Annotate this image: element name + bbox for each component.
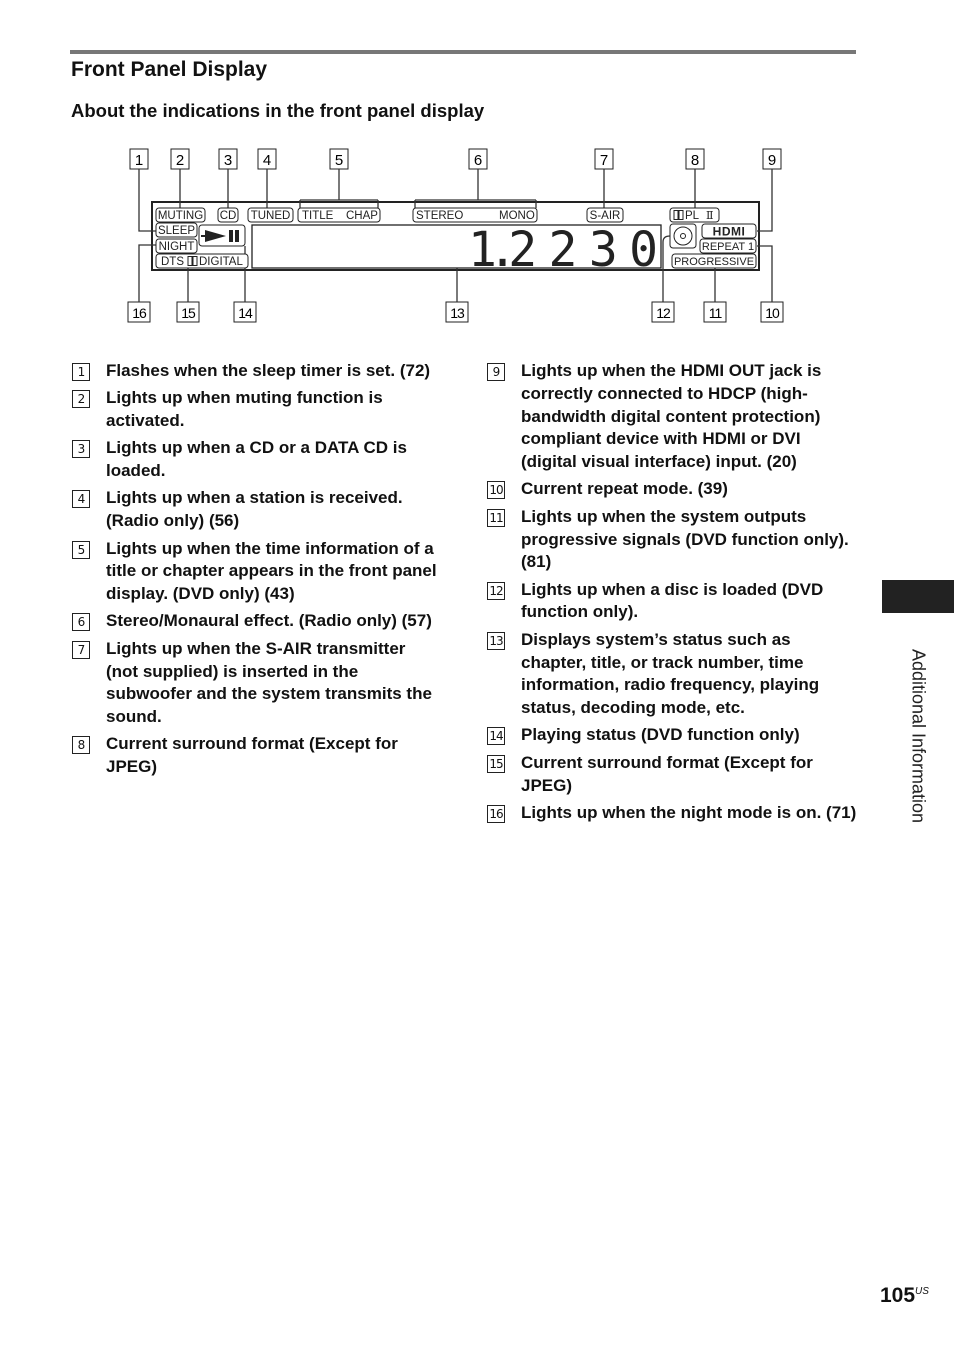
- segment-readout: 1.2 2 3 0: [468, 222, 658, 278]
- svg-text:4: 4: [262, 152, 272, 169]
- item-text: Lights up when the system outputs progressive signals (DVD function only). (81): [521, 506, 849, 572]
- callout-6: [469, 149, 487, 169]
- section-subtitle: About the indications in the front panel display: [71, 100, 485, 121]
- item-text: Lights up when muting function is activated.: [106, 388, 383, 431]
- page-title: Front Panel Display: [71, 58, 268, 81]
- item-text: Lights up when a CD or a DATA CD is loaded.: [106, 438, 407, 481]
- item-text: Lights up when a station is received. (Radio only) (56): [106, 488, 403, 531]
- item-text: Displays system’s status such as chapter, title, or track number, time information, radio frequency, playing status, decoding mode, etc.: [521, 629, 820, 718]
- item-number: 12: [487, 582, 505, 600]
- item-number: 7: [72, 641, 90, 659]
- callout-8: [686, 149, 704, 169]
- item-text: Flashes when the sleep timer is set. (72): [106, 361, 431, 380]
- svg-text:2: 2: [175, 152, 185, 169]
- item-text: Playing status (DVD function only): [521, 725, 800, 745]
- legend-item: [72, 538, 442, 606]
- legend-item: [72, 733, 442, 779]
- item-text: Lights up when the night mode is on. (71): [521, 802, 857, 822]
- callout-3: [219, 149, 237, 169]
- legend-item: [487, 752, 857, 798]
- svg-text:3: 3: [223, 152, 233, 169]
- front-panel-diagram: [0, 0, 954, 340]
- cd-indicator: CD: [219, 210, 237, 222]
- callout-10: [761, 302, 783, 322]
- item-text: Current surround format (Except for JPEG): [106, 734, 398, 777]
- item-number: 2: [72, 390, 90, 408]
- section-tab: [882, 580, 954, 613]
- callout-11: [704, 302, 726, 322]
- item-number: 8: [72, 736, 90, 754]
- item-text: Stereo/Monaural effect. (Radio only) (57): [106, 611, 432, 631]
- svg-text:7: 7: [599, 152, 609, 169]
- sair-indicator: S-AIR: [589, 210, 621, 222]
- legend-right-column: [487, 360, 857, 829]
- dts-indicator: DTS: [161, 256, 184, 268]
- svg-text:1: 1: [134, 152, 144, 169]
- chap-indicator: CHAP: [346, 210, 378, 222]
- item-text: Lights up when the time information of a title or chapter appears in the front panel display. (DVD only) (43): [106, 538, 437, 604]
- digital-indicator: DIGITAL: [199, 256, 243, 268]
- svg-text:9: 9: [767, 152, 777, 169]
- plii-mark: Ⅱ: [706, 209, 714, 222]
- callout-16: [128, 302, 150, 322]
- legend-item: [72, 387, 442, 433]
- callout-13: [446, 302, 468, 322]
- item-number: 16: [487, 805, 505, 823]
- legend-item: [72, 638, 442, 729]
- svg-text:11: 11: [708, 305, 722, 321]
- item-text: Lights up when a disc is loaded (DVD function only).: [521, 579, 824, 622]
- page-suffix: US: [915, 1286, 929, 1297]
- callout-9: [763, 149, 781, 169]
- callout-4: [258, 149, 276, 169]
- svg-text:8: 8: [690, 152, 700, 169]
- callout-15: [177, 302, 199, 322]
- legend-item: [487, 802, 857, 825]
- page-number: $105^{US}$: [880, 1284, 929, 1307]
- repeat-indicator: REPEAT 1: [701, 241, 755, 253]
- item-number: 3: [72, 440, 90, 458]
- callout-12: [652, 302, 674, 322]
- item-number: 14: [487, 727, 505, 745]
- legend-item: [72, 437, 442, 483]
- legend-item: [487, 360, 857, 474]
- svg-text:5: 5: [334, 152, 344, 169]
- item-text: Current repeat mode. (39): [521, 479, 728, 499]
- item-number: 10: [487, 481, 505, 499]
- side-tab-label: Additional Information: [908, 648, 929, 824]
- svg-text:6: 6: [473, 152, 483, 169]
- item-number: 6: [72, 613, 90, 631]
- stereo-indicator: STEREO: [416, 210, 464, 222]
- item-number: 9: [487, 363, 505, 381]
- svg-text:10: 10: [765, 305, 779, 321]
- legend-item: [487, 724, 857, 747]
- item-number: 5: [72, 541, 90, 559]
- callout-5: [330, 149, 348, 169]
- legend-item: [487, 506, 857, 574]
- night-indicator: NIGHT: [158, 241, 195, 253]
- hdmi-indicator: HDMI: [712, 224, 746, 239]
- item-number: 15: [487, 755, 505, 773]
- callout-2: [171, 149, 189, 169]
- item-number: 13: [487, 632, 505, 650]
- legend-item: [487, 478, 857, 501]
- muting-indicator: MUTING: [157, 210, 204, 222]
- item-number: 1: [72, 363, 90, 381]
- tuned-indicator: TUNED: [250, 210, 291, 222]
- callout-7: [595, 149, 613, 169]
- svg-text:16: 16: [132, 305, 146, 321]
- legend-item: [487, 579, 857, 625]
- svg-text:12: 12: [656, 305, 670, 321]
- svg-text:13: 13: [450, 305, 464, 321]
- svg-text:14: 14: [238, 305, 252, 321]
- callout-14: [234, 302, 256, 322]
- legend-left-column: [72, 360, 442, 784]
- legend-item: [72, 610, 442, 633]
- mono-indicator: MONO: [499, 210, 535, 222]
- progressive-indicator: PROGRESSIVE: [673, 256, 755, 268]
- legend-item: [487, 629, 857, 720]
- svg-text:15: 15: [181, 305, 195, 321]
- item-text: Current surround format (Except for JPEG): [521, 752, 813, 795]
- sleep-indicator: SLEEP: [157, 225, 196, 237]
- item-number: 11: [487, 509, 505, 527]
- item-text: Lights up when the S-AIR transmitter (not supplied) is inserted in the subwoofer and the system transmits the sound.: [106, 638, 432, 727]
- item-text: Lights up when the HDMI OUT jack is correctly connected to HDCP (high-bandwidth digital content protection) compliant device with HDMI or DVI (digital visual interface) input. (20): [521, 361, 822, 472]
- item-number: 4: [72, 490, 90, 508]
- plii-indicator: PL: [685, 210, 700, 222]
- legend-item: [72, 487, 442, 533]
- legend-item: [72, 360, 442, 383]
- title-indicator: TITLE: [302, 210, 334, 222]
- callout-1: [130, 149, 148, 169]
